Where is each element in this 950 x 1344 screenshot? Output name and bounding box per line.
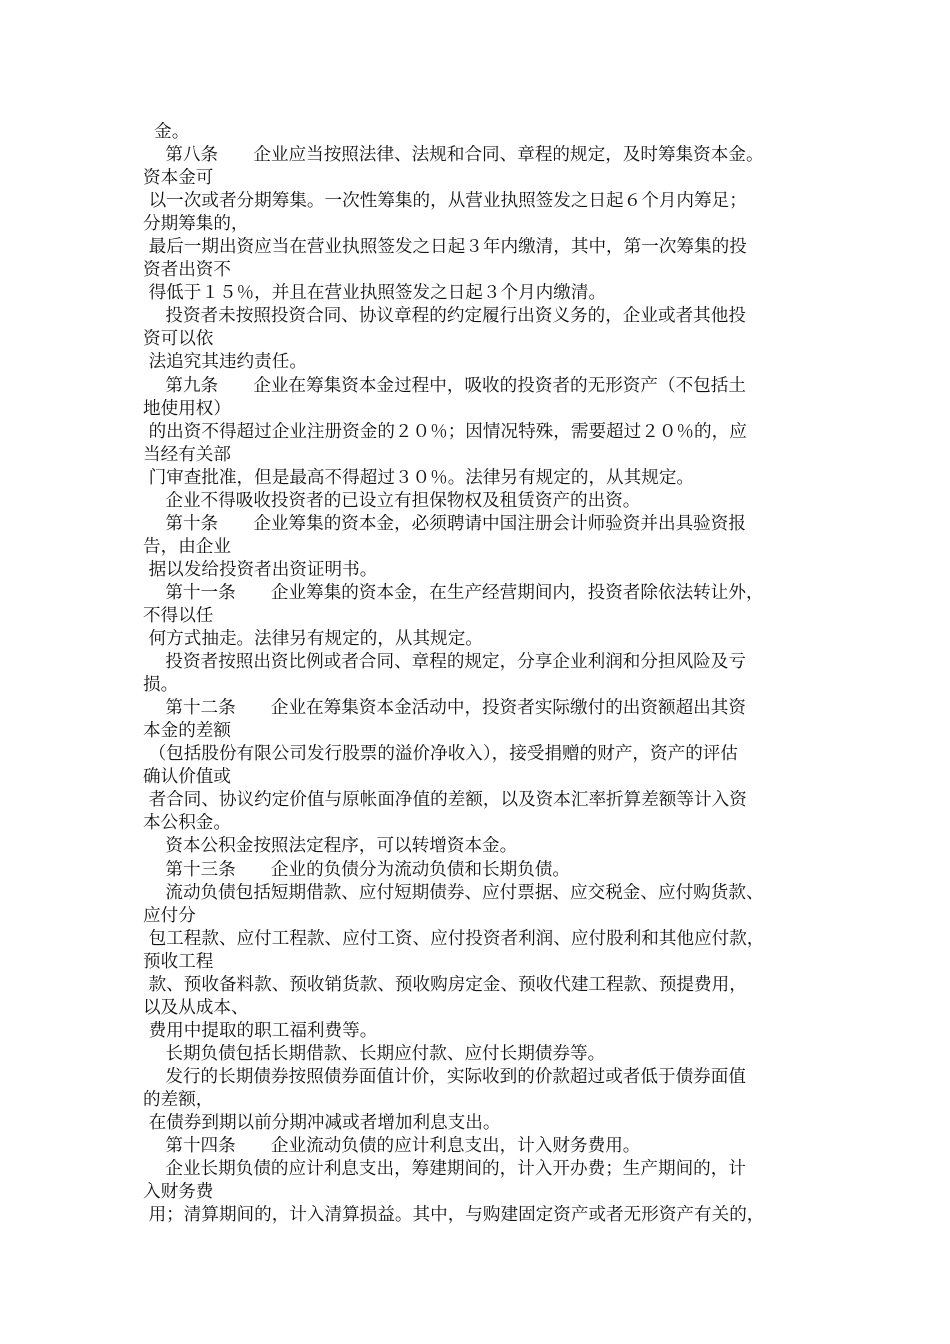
text-line: 本公积金。: [143, 813, 231, 834]
document-body: [143, 121, 843, 1227]
text-line: 的出资不得超过企业注册资金的２０％；因情况特殊，需要超过２０％的，应: [143, 421, 747, 442]
text-line: 企业不得吸收投资者的已设立有担保物权及租赁资产的出资。: [143, 490, 641, 511]
text-line: 第十条 企业筹集的资本金，必须聘请中国注册会计师验资并出具验资报: [143, 513, 746, 534]
text-line: 资可以依: [143, 329, 214, 350]
text-line: 以及从成本、: [143, 997, 249, 1018]
text-line: 预收工程: [143, 951, 214, 972]
text-line: 分期筹集的，: [143, 214, 249, 235]
text-line: 者合同、协议约定价值与原帐面净值的差额，以及资本汇率折算差额等计入资: [143, 790, 747, 811]
text-line: 确认价值或: [143, 767, 231, 788]
text-line: 得低于１５％，并且在营业执照签发之日起３个月内缴清。: [143, 283, 607, 304]
text-line: 法追究其违约责任。: [143, 352, 307, 373]
text-line: 不得以任: [143, 605, 214, 626]
text-line: 投资者未按照投资合同、协议章程的约定履行出资义务的，企业或者其他投: [143, 306, 746, 327]
text-line: 最后一期出资应当在营业执照签发之日起３年内缴清，其中，第一次筹集的投: [143, 237, 747, 258]
text-line: 包工程款、应付工程款、应付工资、应付投资者利润、应付股利和其他应付款，: [143, 928, 765, 949]
text-line: 告，由企业: [143, 536, 231, 557]
text-line: 第十四条 企业流动负债的应计利息支出，计入财务费用。: [143, 1136, 641, 1157]
text-line: 何方式抽走。法律另有规定的，从其规定。: [143, 629, 483, 650]
text-line: 企业长期负债的应计利息支出，筹建期间的，计入开办费；生产期间的，计: [143, 1159, 746, 1180]
text-line: 金。: [143, 122, 190, 142]
text-line: 在债券到期以前分期冲减或者增加利息支出。: [143, 1113, 501, 1134]
text-line: 第十一条 企业筹集的资本金，在生产经营期间内，投资者除依法转让外，: [143, 582, 764, 603]
text-line: 当经有关部: [143, 444, 231, 465]
text-line: 第十二条 企业在筹集资本金活动中，投资者实际缴付的出资额超出其资: [143, 698, 746, 719]
text-line: 应付分: [143, 905, 196, 926]
text-line: 第十三条 企业的负债分为流动负债和长期负债。: [143, 859, 571, 880]
text-line: 发行的长期债券按照债券面值计价，实际收到的价款超过或者低于债券面值: [143, 1066, 746, 1087]
text-line: 费用中提取的职工福利费等。: [143, 1020, 378, 1041]
text-line: 第九条 企业在筹集资本金过程中，吸收的投资者的无形资产（不包括土: [143, 375, 746, 396]
text-line: 门审查批准，但是最高不得超过３０％。法律另有规定的，从其规定。: [143, 467, 695, 488]
text-line: 资本公积金按照法定程序，可以转增资本金。: [143, 836, 518, 857]
text-line: 以一次或者分期筹集。一次性筹集的，从营业执照签发之日起６个月内筹足；: [143, 191, 747, 212]
text-line: 用；清算期间的，计入清算损益。其中，与购建固定资产或者无形资产有关的，: [143, 1205, 765, 1226]
text-line: 款、预收备料款、预收销货款、预收购房定金、预收代建工程款、预提费用，: [143, 974, 747, 995]
text-line: 投资者按照出资比例或者合同、章程的规定，分享企业利润和分担风险及亏: [143, 652, 746, 673]
text-line: 资者出资不: [143, 260, 231, 281]
text-line: 本金的差额: [143, 721, 231, 742]
text-line: 据以发给投资者出资证明书。: [143, 559, 378, 580]
text-line: （包括股份有限公司发行股票的溢价净收入），接受捐赠的财产，资产的评估: [143, 744, 738, 765]
text-line: 入财务费: [143, 1182, 214, 1203]
text-line: 资本金可: [143, 168, 214, 189]
text-line: 损。: [143, 675, 179, 696]
text-line: 的差额，: [143, 1089, 214, 1110]
text-line: 地使用权）: [143, 398, 231, 419]
text-line: 第八条 企业应当按照法律、法规和合同、章程的规定，及时筹集资本金。: [143, 145, 764, 166]
text-line: 流动负债包括短期借款、应付短期债券、应付票据、应交税金、应付购货款、: [143, 882, 764, 903]
text-line: 长期负债包括长期借款、长期应付款、应付长期债券等。: [143, 1043, 606, 1064]
